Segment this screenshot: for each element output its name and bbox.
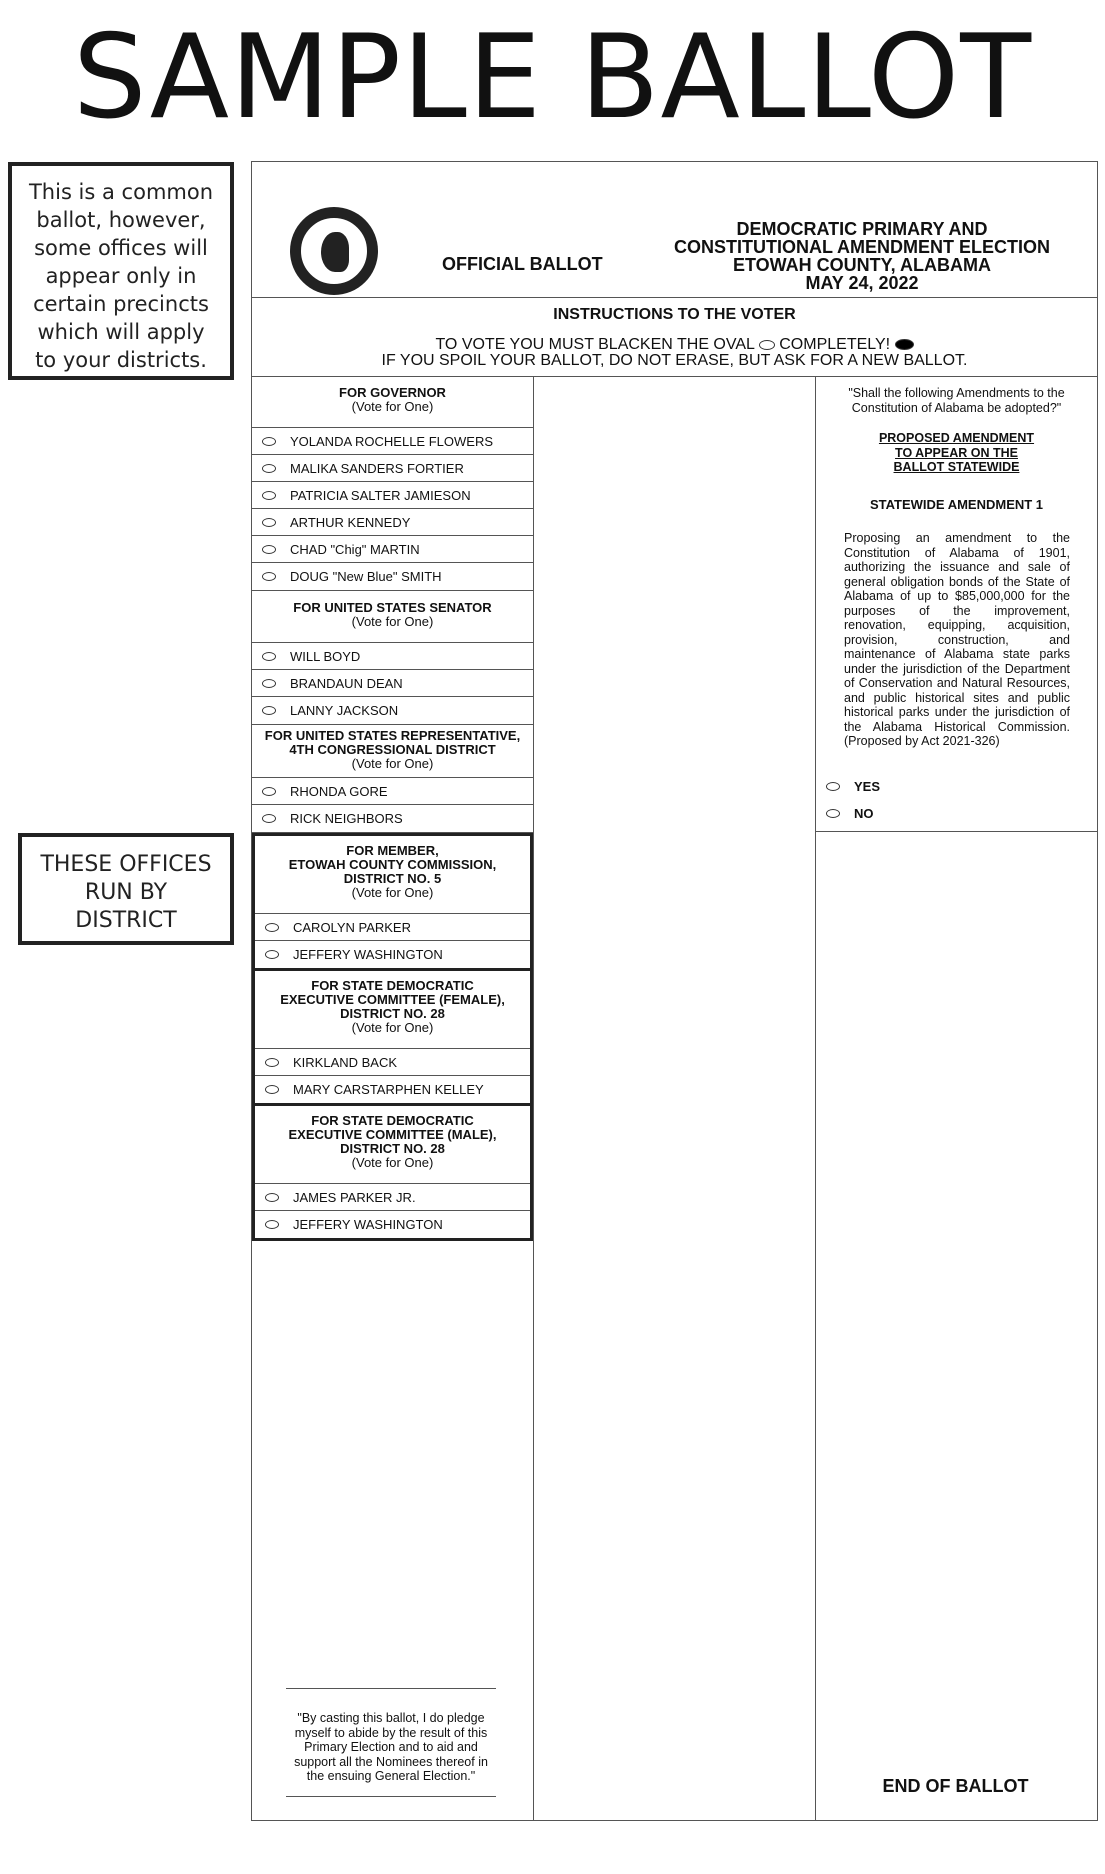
candidate-row[interactable]: MARY CARSTARPHEN KELLEY [255, 1076, 530, 1103]
amendment-no-option[interactable]: NO [826, 806, 874, 821]
vote-oval[interactable] [826, 809, 840, 818]
vote-oval[interactable] [826, 782, 840, 791]
voter-pledge: "By casting this ballot, I do pledge myself to abide by the result of this Primary Election and to aid and support all the Nominees thereof in the ensuing General Election." [286, 1688, 496, 1797]
race-governor [252, 376, 533, 591]
race-exec-committee-female [252, 971, 533, 1106]
candidate-row[interactable]: CAROLYN PARKER [255, 914, 530, 941]
empty-oval-icon [759, 340, 775, 350]
filled-oval-icon [895, 339, 914, 350]
race-header: FOR STATE DEMOCRATIC EXECUTIVE COMMITTEE (MALE), DISTRICT NO. 28 (Vote for One) [255, 1106, 530, 1184]
vote-oval[interactable] [265, 950, 279, 959]
ballot-column-2 [534, 376, 816, 1820]
vote-oval[interactable] [262, 518, 276, 527]
vote-oval[interactable] [262, 679, 276, 688]
vote-oval[interactable] [265, 1058, 279, 1067]
race-exec-committee-male [252, 1106, 533, 1241]
proposed-amendment-heading: PROPOSED AMENDMENT TO APPEAR ON THE BALLOT STATEWIDE [878, 431, 1035, 474]
ballot [251, 161, 1098, 1821]
candidate-row[interactable]: JAMES PARKER JR. [255, 1184, 530, 1211]
election-line: MAY 24, 2022 [805, 273, 919, 293]
vote-oval[interactable] [262, 464, 276, 473]
candidate-row[interactable]: RHONDA GORE [252, 778, 533, 805]
candidate-row[interactable]: KIRKLAND BACK [255, 1049, 530, 1076]
race-us-representative [252, 725, 533, 833]
election-line: ETOWAH COUNTY, ALABAMA [733, 255, 991, 275]
amendment-text: Proposing an amendment to the Constitution of Alabama of 1901, authorizing the issuance and sale of general obligation bonds of the State of Alabama of up to $85,000,000 for the purposes of the improvement, renovation, equipping, acquisition, provision, construction, and maintenance of Alabama state parks under the jurisdiction of the Department of Conservation and Natural Resources, and public historical sites and public historical parks under the jurisdiction of the Alabama Historical Commission. (Proposed by Act 2021-326) [844, 531, 1070, 748]
vote-oval[interactable] [262, 545, 276, 554]
candidate-row[interactable]: BRANDAUN DEAN [252, 670, 533, 697]
note-line: RUN BY [84, 880, 168, 905]
end-of-ballot: END OF BALLOT [882, 1776, 1029, 1796]
note-line: This is a common [28, 180, 214, 204]
note-line: to your districts. [35, 348, 207, 372]
vote-oval[interactable] [262, 572, 276, 581]
race-header: FOR STATE DEMOCRATIC EXECUTIVE COMMITTEE (FEMALE), DISTRICT NO. 28 (Vote for One) [255, 971, 530, 1049]
page-title: SAMPLE BALLOT [72, 10, 1033, 145]
candidate-row[interactable]: DOUG "New Blue" SMITH [252, 563, 533, 590]
note-line: ballot, however, [36, 208, 206, 232]
race-header: FOR UNITED STATES REPRESENTATIVE, 4TH CONGRESSIONAL DISTRICT (Vote for One) [252, 725, 533, 778]
note-line: THESE OFFICES [40, 852, 212, 877]
ballot-column-3 [816, 376, 1097, 1820]
voter-instructions [252, 298, 1097, 377]
divider [286, 1796, 496, 1797]
vote-oval[interactable] [262, 491, 276, 500]
candidate-row[interactable]: JEFFERY WASHINGTON [255, 1211, 530, 1238]
ballot-column-1 [252, 376, 534, 1820]
election-line: CONSTITUTIONAL AMENDMENT ELECTION [674, 237, 1050, 257]
election-title [672, 220, 1052, 292]
amendment-yes-option[interactable]: YES [826, 779, 880, 794]
candidate-row[interactable]: CHAD "Chig" MARTIN [252, 536, 533, 563]
vote-oval[interactable] [265, 923, 279, 932]
note-line: appear only in [45, 264, 197, 288]
note-line: DISTRICT [75, 908, 177, 933]
party-seal-icon [290, 207, 378, 295]
vote-oval[interactable] [265, 1193, 279, 1202]
vote-oval[interactable] [262, 787, 276, 796]
candidate-row[interactable]: JEFFERY WASHINGTON [255, 941, 530, 968]
candidate-row[interactable]: PATRICIA SALTER JAMIESON [252, 482, 533, 509]
race-header: FOR MEMBER, ETOWAH COUNTY COMMISSION, DISTRICT NO. 5 (Vote for One) [255, 836, 530, 914]
candidate-row[interactable]: ARTHUR KENNEDY [252, 509, 533, 536]
vote-oval[interactable] [265, 1085, 279, 1094]
vote-oval[interactable] [262, 706, 276, 715]
amendment-question: "Shall the following Amendments to the Constitution of Alabama be adopted?" [848, 386, 1065, 415]
amendment-section [816, 376, 1097, 832]
instructions-line-2: IF YOU SPOIL YOUR BALLOT, DO NOT ERASE, BUT ASK FOR A NEW BALLOT. [381, 352, 968, 369]
candidate-row[interactable]: YOLANDA ROCHELLE FLOWERS [252, 428, 533, 455]
candidate-row[interactable]: WILL BOYD [252, 643, 533, 670]
official-ballot-label: OFFICIAL BALLOT [442, 254, 603, 274]
candidate-row[interactable]: LANNY JACKSON [252, 697, 533, 724]
note-line: some offices will [34, 236, 208, 260]
ballot-header [252, 162, 1097, 298]
amendment-title: STATEWIDE AMENDMENT 1 [869, 497, 1044, 512]
race-header: FOR UNITED STATES SENATOR (Vote for One) [252, 591, 533, 643]
note-line: certain precincts [33, 292, 209, 316]
vote-oval[interactable] [262, 437, 276, 446]
district-offices-note [18, 833, 234, 945]
vote-oval[interactable] [262, 652, 276, 661]
instructions-line-1: TO VOTE YOU MUST BLACKEN THE OVAL COMPLETELY! [252, 336, 1097, 354]
candidate-row[interactable]: MALIKA SANDERS FORTIER [252, 455, 533, 482]
race-county-commission [252, 833, 533, 971]
election-line: DEMOCRATIC PRIMARY AND [736, 219, 988, 239]
note-line: which will apply [37, 320, 205, 344]
candidate-row[interactable]: RICK NEIGHBORS [252, 805, 533, 832]
race-header: FOR GOVERNOR (Vote for One) [252, 376, 533, 428]
instructions-title: INSTRUCTIONS TO THE VOTER [553, 306, 796, 323]
vote-oval[interactable] [262, 814, 276, 823]
donkey-icon [321, 232, 349, 272]
race-us-senator [252, 591, 533, 725]
vote-oval[interactable] [265, 1220, 279, 1229]
common-ballot-note [8, 162, 234, 380]
